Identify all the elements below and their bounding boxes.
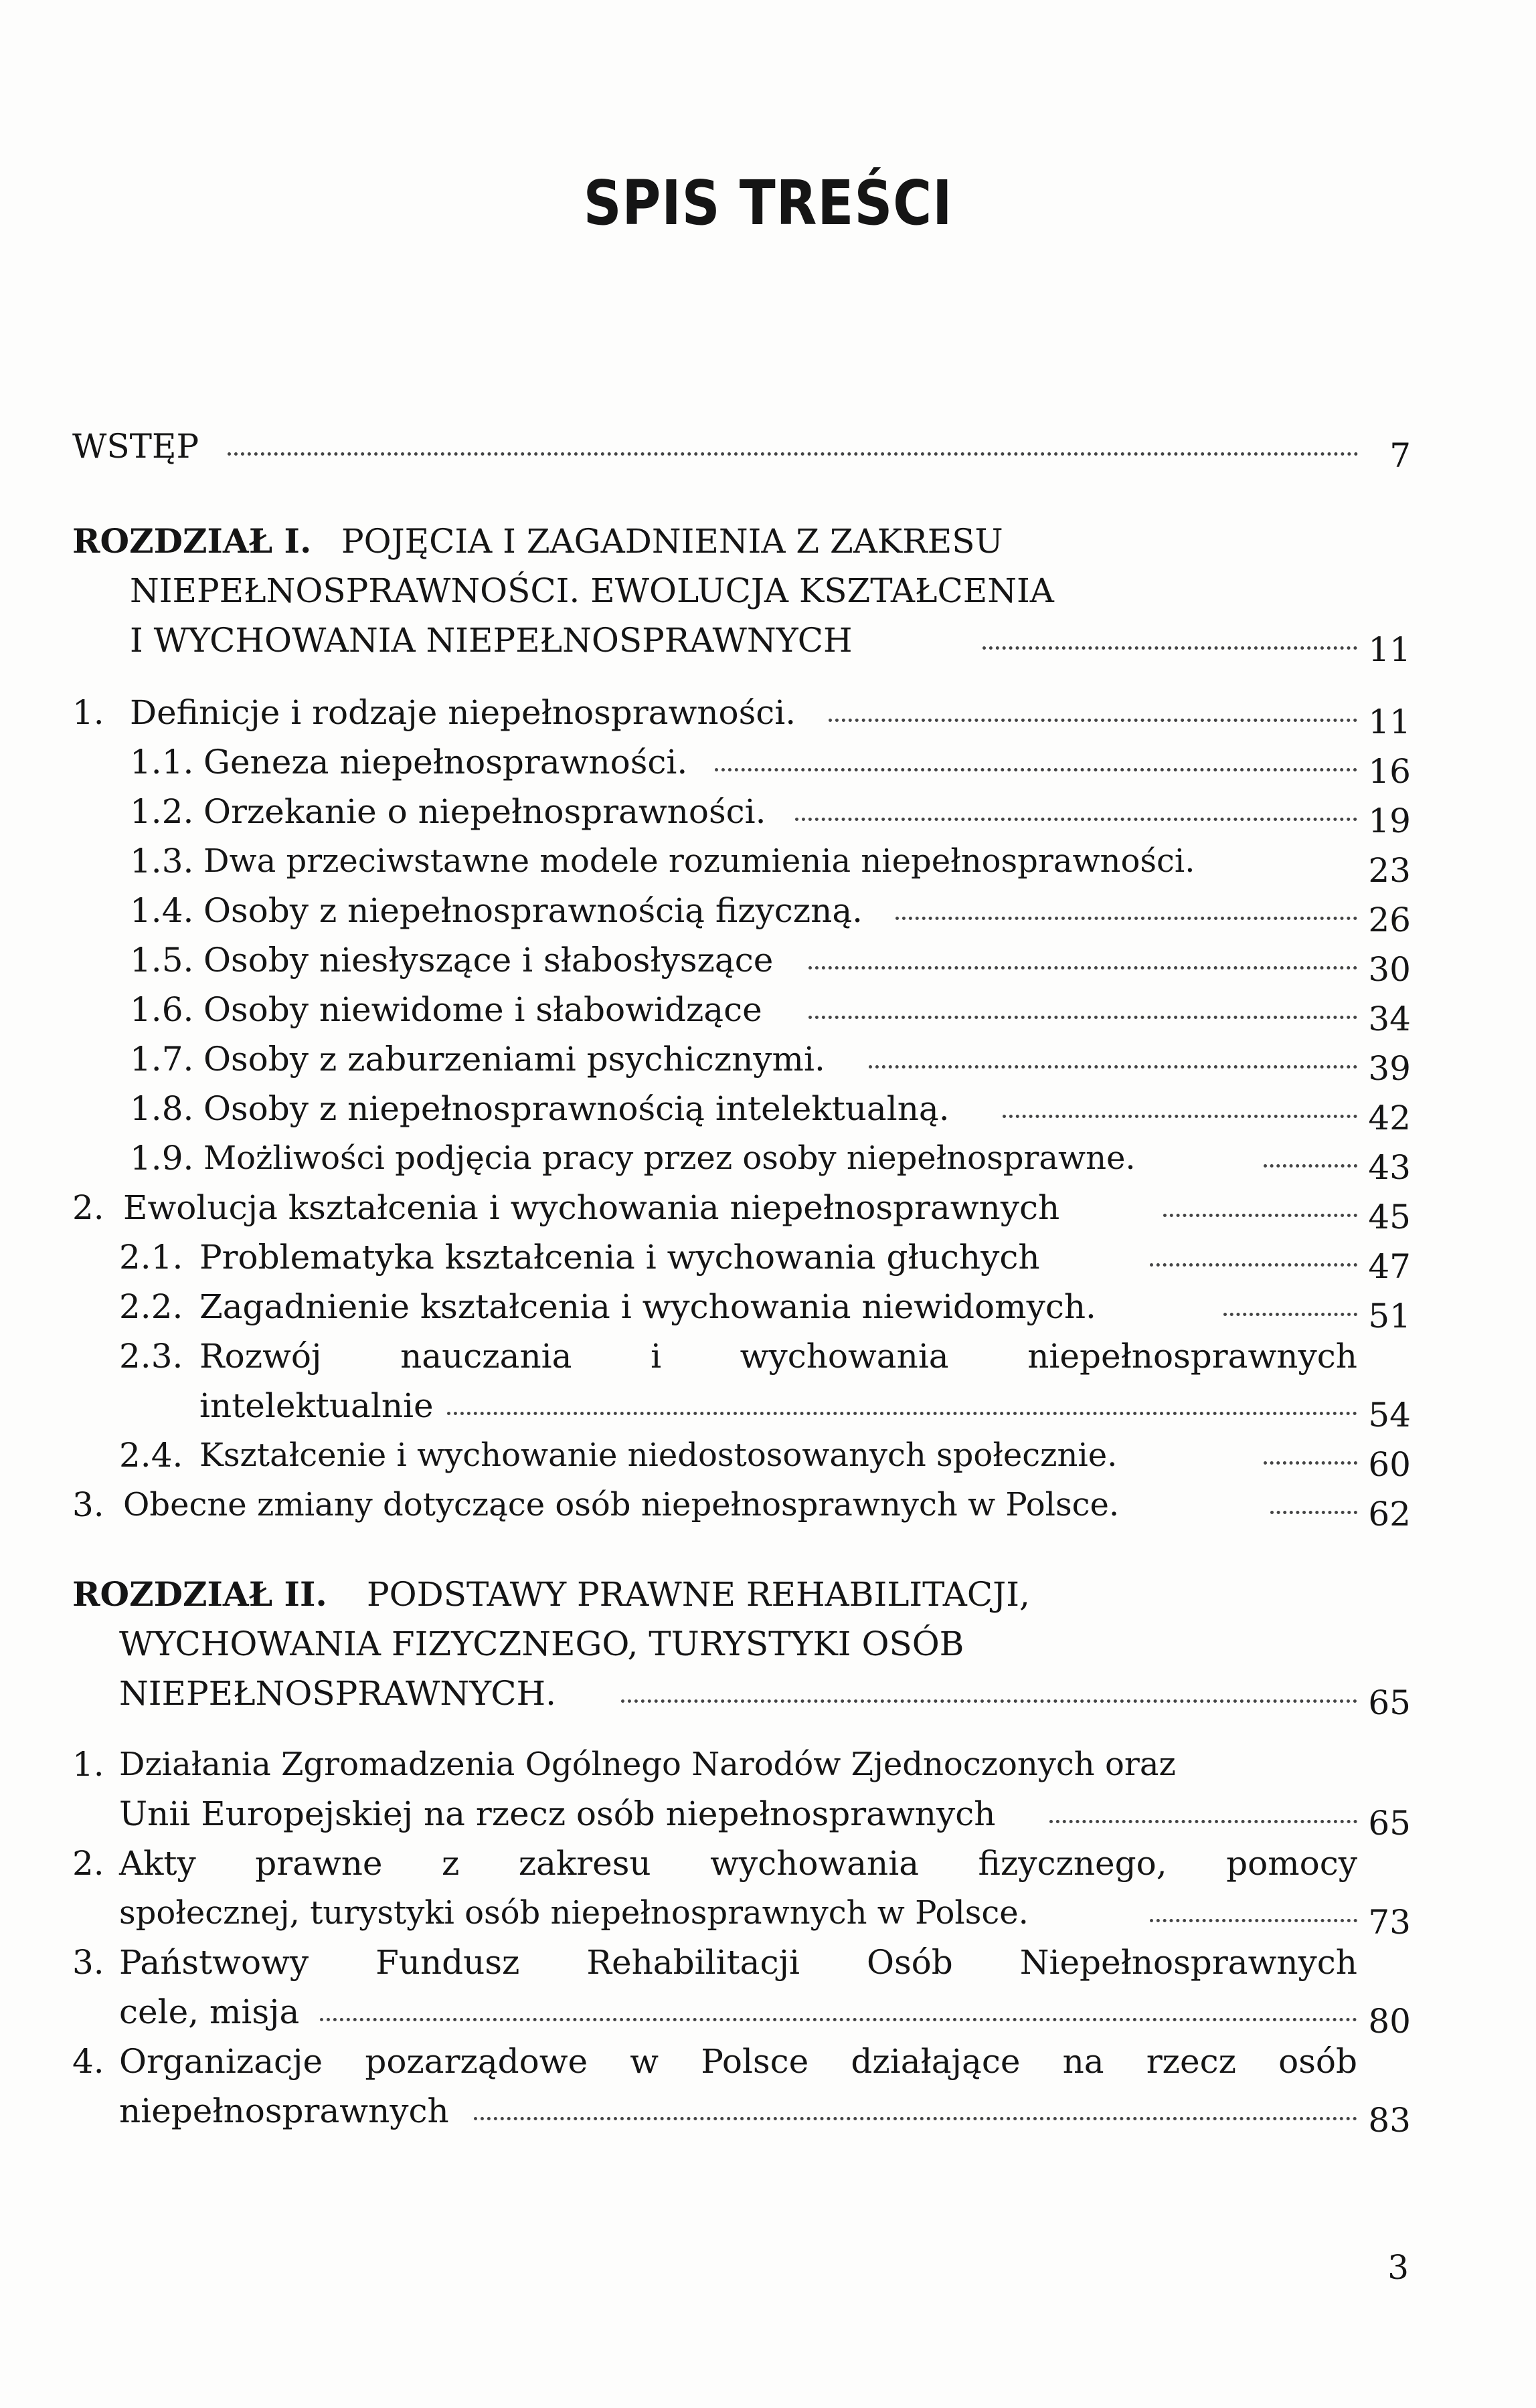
dot-leader [1150, 1263, 1357, 1267]
chapter-title-line-3: I WYCHOWANIA NIEPEŁNOSPRAWNYCH [130, 621, 853, 660]
entry-number: 1.5. [130, 941, 194, 980]
chapter-prefix: ROZDZIAŁ I. [72, 521, 312, 561]
page-number: 7 [1389, 436, 1411, 475]
entry-number: 1.6. [130, 990, 194, 1029]
entry-label: Osoby niesłyszące i słabosłyszące [203, 941, 774, 980]
page-number: 83 [1368, 2101, 1411, 2140]
entry-word: Rozwój [199, 1337, 322, 1376]
entry-label: Kształcenie i wychowanie niedostosowanych społecznie. [199, 1437, 1118, 1474]
entry-number: 3. [72, 1485, 104, 1524]
entry-label: Możliwości podjęcia pracy przez osoby niepełnosprawne. [203, 1139, 1136, 1177]
dot-leader [808, 1016, 1357, 1019]
dot-leader [474, 2117, 1357, 2120]
dot-leader [621, 1699, 1357, 1703]
page-number: 23 [1368, 851, 1411, 890]
entry-label: Definicje i rodzaje niepełnosprawności. [130, 693, 796, 732]
page-number: 34 [1368, 1000, 1411, 1038]
entry-label-justified [119, 2037, 1357, 2086]
entry-label: Działania Zgromadzenia Ogólnego Narodów Zjednoczonych oraz [119, 1746, 1176, 1783]
page-number: 26 [1368, 901, 1411, 939]
entry-number: 1.8. [130, 1089, 194, 1128]
entry-number: 2.3. [119, 1337, 183, 1376]
entry-label-continuation: intelektualnie [199, 1386, 434, 1425]
entry-word: Państwowy [119, 1943, 309, 1982]
dot-leader [829, 719, 1357, 722]
entry-word: pozarządowe [365, 2042, 588, 2081]
page-title: SPIS TREŚCI [583, 167, 953, 239]
page-number: 45 [1368, 1198, 1411, 1236]
entry-word: Rehabilitacji [586, 1943, 800, 1982]
entry-number: 2. [72, 1844, 104, 1883]
entry-label-continuation: niepełnosprawnych [119, 2092, 449, 2130]
entry-number: 4. [72, 2042, 104, 2081]
entry-number: 2.2. [119, 1287, 183, 1326]
dot-leader [1264, 1461, 1357, 1465]
entry-label-justified [119, 1839, 1357, 1888]
entry-word: niepełnosprawnych [1027, 1337, 1357, 1376]
entry-label: Obecne zmiany dotyczące osób niepełnosprawnych w Polsce. [123, 1486, 1120, 1523]
page-number: 11 [1368, 630, 1411, 669]
chapter-title-line-2: WYCHOWANIA FIZYCZNEGO, TURYSTYKI OSÓB [119, 1625, 964, 1663]
chapter-title-line-1: POJĘCIA I ZAGADNIENIA Z ZAKRESU [341, 522, 1003, 561]
entry-number: 1. [72, 693, 104, 732]
dot-leader [795, 818, 1357, 821]
entry-label-continuation: cele, misja [119, 1993, 300, 2031]
entry-number: 2. [72, 1188, 104, 1227]
entry-label-continuation: społecznej, turystyki osób niepełnosprawnych w Polsce. [119, 1894, 1029, 1932]
entry-word: prawne [255, 1844, 383, 1883]
entry-word: Organizacje [119, 2042, 323, 2081]
dot-leader [1264, 1164, 1357, 1168]
dot-leader [808, 966, 1357, 969]
entry-label: Orzekanie o niepełnosprawności. [203, 792, 766, 831]
dot-leader [1150, 1919, 1357, 1922]
dot-leader [1223, 1313, 1357, 1316]
dot-leader [869, 1065, 1357, 1069]
entry-label: Ewolucja kształcenia i wychowania niepełnosprawnych [123, 1188, 1060, 1227]
page-number: 11 [1368, 703, 1411, 741]
chapter-title-line-1: PODSTAWY PRAWNE REHABILITACJI, [367, 1575, 1030, 1614]
entry-word: Osób [866, 1943, 953, 1982]
entry-word: Polsce [701, 2042, 809, 2081]
page-number: 43 [1368, 1148, 1411, 1187]
dot-leader [320, 2018, 1357, 2021]
dot-leader [983, 646, 1357, 650]
dot-leader [1163, 1214, 1357, 1217]
dot-leader [715, 768, 1357, 771]
chapter-title-line-2: NIEPEŁNOSPRAWNOŚCI. EWOLUCJA KSZTAŁCENIA [130, 571, 1054, 610]
entry-label: Osoby niewidome i słabowidzące [203, 990, 762, 1029]
page-number: 54 [1368, 1396, 1411, 1434]
entry-number: 2.1. [119, 1238, 183, 1277]
chapter-prefix: ROZDZIAŁ II. [72, 1574, 327, 1614]
page-number: 65 [1368, 1804, 1411, 1843]
page-number: 80 [1368, 2002, 1411, 2041]
entry-label: Osoby z niepełnosprawnością fizyczną. [203, 891, 863, 930]
chapter-title-line-3: NIEPEŁNOSPRAWNYCH. [119, 1674, 556, 1713]
page-number: 39 [1368, 1049, 1411, 1088]
entry-label-justified [199, 1331, 1357, 1381]
entry-word: na [1062, 2042, 1104, 2081]
entry-label: Problematyka kształcenia i wychowania głuchych [199, 1238, 1040, 1277]
dot-leader [1049, 1820, 1357, 1823]
page-number: 65 [1368, 1683, 1411, 1722]
entry-word: w [630, 2042, 659, 2081]
entry-word: wychowania [710, 1844, 920, 1883]
dot-leader [895, 917, 1357, 920]
entry-label: Dwa przeciwstawne modele rozumienia niepełnosprawności. [203, 842, 1195, 880]
entry-label: Geneza niepełnosprawności. [203, 743, 688, 781]
dot-leader [447, 1412, 1357, 1415]
entry-number: 1. [72, 1745, 104, 1784]
dot-leader [1270, 1511, 1357, 1514]
entry-number: 1.2. [130, 792, 194, 831]
entry-word: wychowania [740, 1337, 949, 1376]
entry-label: Zagadnienie kształcenia i wychowania niewidomych. [199, 1287, 1096, 1326]
entry-number: 1.4. [130, 891, 194, 930]
entry-number: 1.9. [130, 1139, 194, 1178]
entry-number: 1.7. [130, 1040, 194, 1079]
entry-label-justified [119, 1938, 1357, 1987]
entry-word: zakresu [518, 1844, 651, 1883]
entry-number: 1.1. [130, 743, 194, 781]
dot-leader [228, 452, 1359, 456]
entry-word: Akty [119, 1844, 196, 1883]
entry-label: WSTĘP [72, 427, 199, 466]
page-number: 47 [1368, 1247, 1411, 1286]
entry-label-continuation: Unii Europejskiej na rzecz osób niepełnosprawnych [119, 1794, 996, 1833]
entry-number: 2.4. [119, 1436, 183, 1475]
entry-word: działające [851, 2042, 1021, 2081]
entry-number: 1.3. [130, 842, 194, 881]
entry-label: Osoby z niepełnosprawnością intelektualną. [203, 1089, 950, 1128]
dot-leader [1003, 1115, 1357, 1118]
entry-word: rzecz [1146, 2042, 1236, 2081]
page-number: 19 [1368, 802, 1411, 840]
page-number: 30 [1368, 950, 1411, 989]
page-number: 16 [1368, 752, 1411, 791]
page-number: 51 [1368, 1297, 1411, 1335]
entry-word: fizycznego, [978, 1844, 1167, 1883]
entry-word: z [442, 1844, 460, 1883]
entry-label: Osoby z zaburzeniami psychicznymi. [203, 1040, 825, 1079]
page-number: 62 [1368, 1495, 1411, 1534]
page-number: 42 [1368, 1099, 1411, 1137]
entry-word: i [651, 1337, 662, 1376]
entry-number: 3. [72, 1943, 104, 1982]
entry-word: Niepełnosprawnych [1019, 1943, 1357, 1982]
entry-word: pomocy [1226, 1844, 1357, 1883]
page-number: 73 [1368, 1903, 1411, 1942]
entry-word: nauczania [400, 1337, 572, 1376]
entry-word: osób [1278, 2042, 1357, 2081]
entry-word: Fundusz [375, 1943, 520, 1982]
page-number: 60 [1368, 1445, 1411, 1484]
folio-page-number: 3 [1387, 2248, 1409, 2287]
